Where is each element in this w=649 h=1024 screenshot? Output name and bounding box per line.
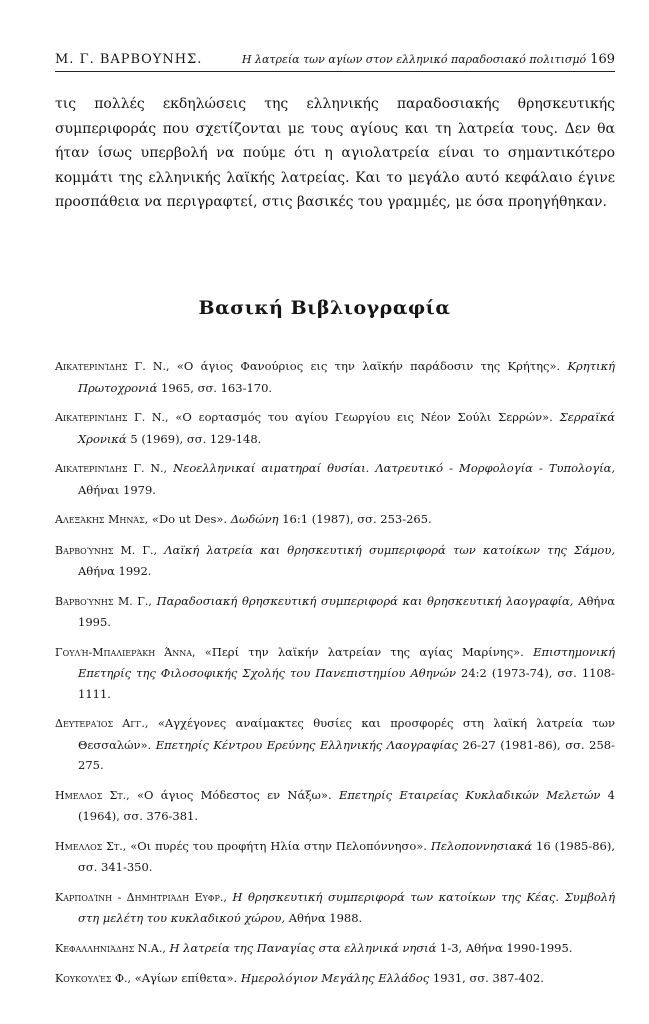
bibliography-entry: [55, 407, 615, 449]
entry-details: 16 (1985-86), σσ. 341-350.: [78, 838, 615, 874]
entry-details: Αθήνα 1992.: [78, 564, 152, 578]
entry-author: Αλεξάκης Μηνάς,: [55, 513, 149, 526]
entry-author: Ημελλος Στ.,: [55, 839, 127, 853]
entry-text: «Περί την λαϊκήν λατρείαν της αγίας Μαρίνης».: [195, 644, 534, 659]
entry-text: «Ο εορτασμός του αγίου Γεωργίου εις Νέον Σούλι Σερρών».: [168, 410, 560, 424]
entry-work-title: Η θρησκευτική συμπεριφορά των κατοίκων της Κέας. Συμβολή στη μελέτη του κυκλαδικού χώρου,: [78, 889, 615, 925]
entry-text: «Ο άγιος Μόδεστος εν Νάξω».: [129, 787, 339, 802]
entry-work-title: Επετηρίς Εταιρείας Κυκλαδικών Μελετών: [338, 787, 601, 802]
entry-work-title: Σερραϊκά Χρονικά: [78, 410, 615, 446]
entry-text: «Οι πυρές του προφήτη Ηλία στην Πελοπόννησο».: [126, 838, 431, 853]
entry-details: Αθήνα 1988.: [285, 911, 363, 925]
entry-author: Βαρβούνης Μ. Γ.,: [55, 543, 157, 557]
entry-details: 1-3, Αθήνα 1990-1995.: [436, 940, 573, 955]
bibliography-entry: [55, 642, 615, 705]
entry-details: 1965, σσ. 163-170.: [157, 380, 273, 395]
entry-work-title: Πελοποννησιακά: [430, 838, 533, 853]
entry-work-title: Επετηρίς Κέντρου Ερεύνης Ελληνικής Λαογραφίας: [155, 737, 458, 752]
bibliography-entry: [55, 458, 615, 500]
entry-details: Αθήνα 1995.: [78, 593, 616, 629]
entry-author: Αικατερινίδης Γ. Ν.,: [55, 411, 169, 424]
bibliography-entry: [55, 591, 615, 633]
bibliography-entry: [55, 540, 615, 582]
entry-details: 26-27 (1981-86), σσ. 258-275.: [78, 737, 615, 772]
header-subtitle: Η λατρεία των αγίων στον ελληνικό παραδοσιακό πολιτισμό: [241, 53, 587, 66]
entry-text: «Ο άγιος Φανούριος εις την λαϊκήν παράδοσιν της Κρήτης».: [169, 359, 568, 373]
entry-details: Αθήναι 1979.: [78, 482, 156, 497]
entry-author: Καρποδίνη - Δημητριάδη Ευφρ.,: [55, 890, 227, 904]
running-header: [55, 52, 615, 72]
entry-author: Αικατερινίδης Γ. Ν.,: [55, 360, 170, 373]
header-author: Μ. Γ. ΒΑΡΒΟΥΝΗΣ.: [55, 52, 203, 67]
entry-author: Ημελλος Στ.,: [55, 788, 130, 802]
entry-author: Αικατερινίδης Γ. Ν.,: [55, 462, 168, 475]
entry-details: 1931, σσ. 387-402.: [429, 971, 544, 985]
entry-details: 5 (1969), σσ. 129-148.: [126, 431, 262, 446]
bibliography-entry: [55, 938, 615, 960]
entry-work-title: Η λατρεία της Παναγίας στα ελληνικά νησιά: [169, 940, 437, 955]
entry-work-title: Νεοελληνικαί αιματηραί θυσίαι. Λατρευτικό - Μορφολογία - Τυπολογία,: [173, 461, 616, 475]
bibliography-entry: [55, 509, 615, 531]
bibliography-entry: [55, 968, 615, 990]
page-number: 169: [590, 52, 615, 67]
entry-work-title: Παραδοσιακή θρησκευτική συμπεριφορά και θρησκευτική λαογραφία,: [156, 593, 574, 608]
entry-text: «Do ut Des».: [148, 512, 231, 526]
entry-author: Κεφαλληνιάδης Ν.Α.,: [55, 941, 166, 955]
entry-author: Κουκουλές Φ.,: [55, 972, 132, 985]
bibliography-title: Βασική Βιβλιογραφία: [198, 297, 451, 319]
intro-paragraph: τις πολλές εκδηλώσεις της ελληνικής παραδοσιακής θρησκευτικής συμπεριφοράς που σχετίζονται με τους αγίους και τη λατρεία τους. Δεν θα ήταν ίσως υπερβολή να πούμε ότι η αγιολατρεία είναι το σημαντικότερο κομμάτι της ελληνικής λαϊκής λατρείας. Και το μεγάλο αυτό κεφάλαιο έγινε προσπάθεια να περιγραφτεί, στις βασικές του γραμμές, με όσα προηγήθηκαν.: [55, 96, 615, 211]
entry-text: «Αγχέγονες αναίμακτες θυσίες και προσφορές στη λαϊκή λατρεία των Θεσσαλών».: [78, 716, 615, 752]
bibliography-entry: [55, 887, 615, 929]
entry-work-title: Κρητική Πρωτοχρονιά: [78, 359, 615, 395]
entry-author: Δευτεραίος Αγγ.,: [55, 717, 149, 730]
entry-text: «Αγίων επίθετα».: [131, 971, 241, 985]
entry-details: 16:1 (1987), σσ. 253-265.: [278, 512, 432, 526]
entry-work-title: Επιστημονική Επετηρίς της Φιλοσοφικής Σχολής του Πανεπιστημίου Αθηνών: [78, 644, 615, 680]
entry-details: 24:2 (1973-74), σσ. 1108-1111.: [78, 666, 615, 701]
header-right: [242, 52, 615, 67]
bibliography-entry: [55, 713, 615, 776]
entry-work-title: Δωδώνη: [230, 512, 279, 526]
bibliography-list: [55, 356, 615, 999]
entry-author: Γουλή-Μπαλιεράκη Άννα,: [55, 645, 196, 659]
bibliography-entry: [55, 836, 615, 878]
entry-author: Βαρβούνης Μ. Γ.,: [55, 594, 152, 608]
entry-details: 4 (1964), σσ. 376-381.: [78, 787, 616, 823]
entry-work-title: Λαϊκή λατρεία και θρησκευτική συμπεριφορά των κατοίκων της Σάμου,: [164, 542, 616, 557]
entry-work-title: Ημερολόγιον Μεγάλης Ελλάδος: [240, 971, 430, 985]
bibliography-entry: [55, 356, 615, 398]
bibliography-entry: [55, 785, 615, 827]
